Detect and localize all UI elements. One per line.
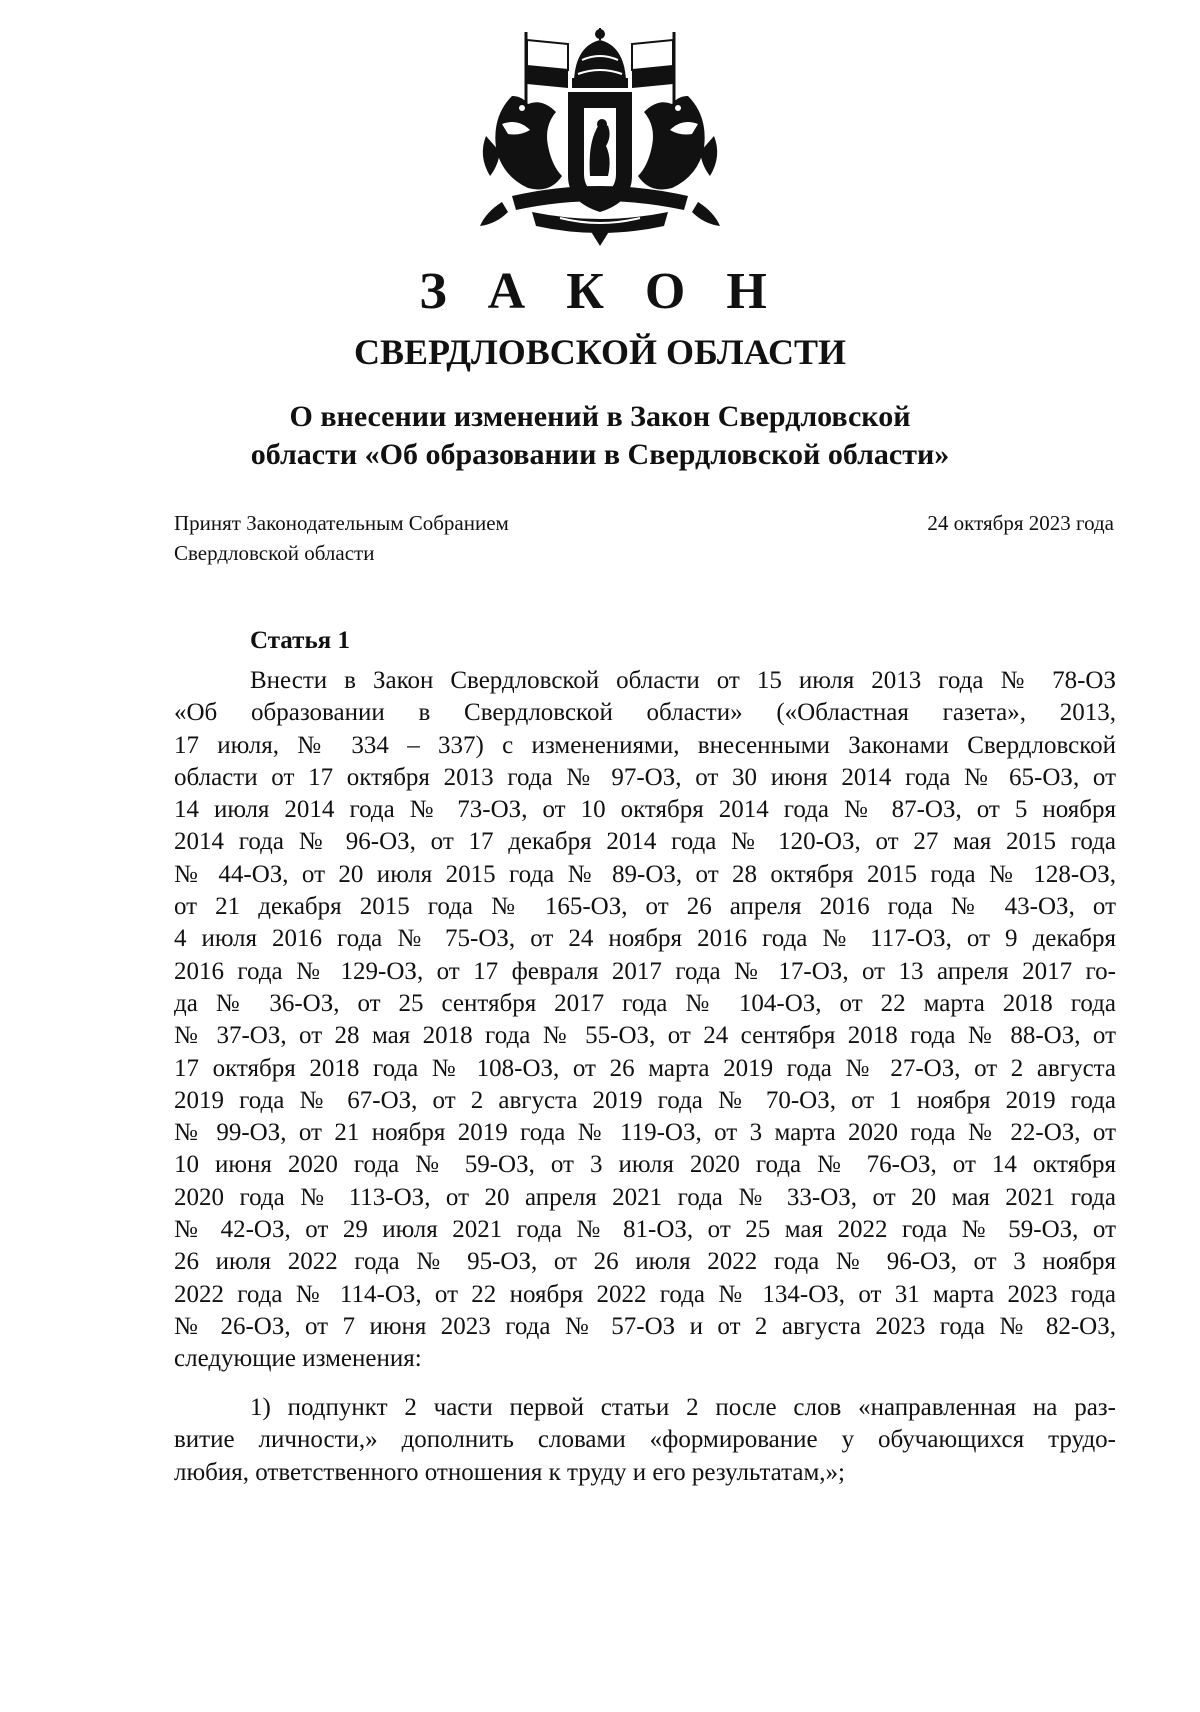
adoption-date: 24 октября 2023 года	[927, 511, 1114, 535]
text-line: Внести в Закон Свердловской области от 15 июля 2013 года № 78-ОЗ	[250, 667, 1116, 694]
text-line: 4 июля 2016 года № 75-ОЗ, от 24 ноября 2016 года № 117-ОЗ, от 9 декабря	[174, 925, 1116, 953]
text-line: № 37-ОЗ, от 28 мая 2018 года № 55-ОЗ, от 24 сентября 2018 года № 88-ОЗ, от	[174, 1022, 1116, 1050]
text-line: 10 июня 2020 года № 59-ОЗ, от 3 июля 2020 года № 76-ОЗ, от 14 октября	[174, 1151, 1116, 1179]
text-line: да № 36-ОЗ, от 25 сентября 2017 года № 104-ОЗ, от 22 марта 2018 года	[174, 989, 1116, 1017]
text-line: любия, ответственного отношения к труду и его результатам,»;	[174, 1458, 845, 1486]
law-name	[0, 398, 1200, 474]
text-line: 2020 года № 113-ОЗ, от 20 апреля 2021 года № 33-ОЗ, от 20 мая 2021 года	[174, 1183, 1116, 1211]
article-paragraph-2	[174, 1392, 1116, 1489]
document-title: З А К О Н	[419, 263, 781, 320]
article-paragraph-1	[174, 665, 1116, 1376]
text-line: 1) подпункт 2 части первой статьи 2 после слов «направленная на раз-	[250, 1394, 1116, 1421]
text-line: области от 17 октября 2013 года № 97-ОЗ, от 30 июня 2014 года № 65-ОЗ, от	[174, 763, 1116, 791]
text-line: «Об образовании в Свердловской области» («Областная газета», 2013,	[174, 699, 1116, 727]
text-line: 2022 года № 114-ОЗ, от 22 ноября 2022 года № 134-ОЗ, от 31 марта 2023 года	[174, 1280, 1116, 1308]
text-line: № 99-ОЗ, от 21 ноября 2019 года № 119-ОЗ, от 3 марта 2020 года № 22-ОЗ, от	[174, 1119, 1116, 1147]
adoption-body	[174, 508, 509, 568]
document-subtitle: СВЕРДЛОВСКОЙ ОБЛАСТИ	[354, 332, 846, 372]
text-line: № 42-ОЗ, от 29 июля 2021 года № 81-ОЗ, от 25 мая 2022 года № 59-ОЗ, от	[174, 1216, 1116, 1244]
adoption-body-line: Свердловской области	[174, 541, 375, 565]
text-line: № 44-ОЗ, от 20 июля 2015 года № 89-ОЗ, от 28 октября 2015 года № 128-ОЗ,	[174, 860, 1116, 888]
text-line: 26 июля 2022 года № 95-ОЗ, от 26 июля 2022 года № 96-ОЗ, от 3 ноября	[174, 1248, 1116, 1276]
text-line: 2019 года № 67-ОЗ, от 2 августа 2019 года № 70-ОЗ, от 1 ноября 2019 года	[174, 1086, 1116, 1114]
law-name-line: О внесении изменений в Закон Свердловской	[289, 400, 911, 433]
text-line: следующие изменения:	[174, 1345, 422, 1373]
text-line: № 26-ОЗ, от 7 июня 2023 года № 57-ОЗ и от 2 августа 2023 года № 82-ОЗ,	[174, 1312, 1116, 1340]
text-line: от 21 декабря 2015 года № 165-ОЗ, от 26 апреля 2016 года № 43-ОЗ, от	[174, 893, 1116, 921]
text-line: 2014 года № 96-ОЗ, от 17 декабря 2014 года № 120-ОЗ, от 27 мая 2015 года	[174, 828, 1116, 856]
text-line: витие личности,» дополнить словами «формирование у обучающихся трудо-	[174, 1426, 1116, 1454]
law-name-line: области «Об образовании в Свердловской области»	[250, 438, 950, 471]
sverdlovsk-coat-of-arms-icon	[472, 26, 728, 248]
text-line: 2016 года № 129-ОЗ, от 17 февраля 2017 года № 17-ОЗ, от 13 апреля 2017 го-	[174, 957, 1116, 985]
article-heading: Статья 1	[250, 627, 350, 654]
text-line: 17 октября 2018 года № 108-ОЗ, от 26 марта 2019 года № 27-ОЗ, от 2 августа	[174, 1054, 1116, 1082]
text-line: 17 июля, № 334 – 337) с изменениями, внесенными Законами Свердловской	[174, 731, 1116, 759]
adoption-body-line: Принят Законодательным Собранием	[174, 511, 509, 535]
text-line: 14 июля 2014 года № 73-ОЗ, от 10 октября 2014 года № 87-ОЗ, от 5 ноября	[174, 796, 1116, 824]
